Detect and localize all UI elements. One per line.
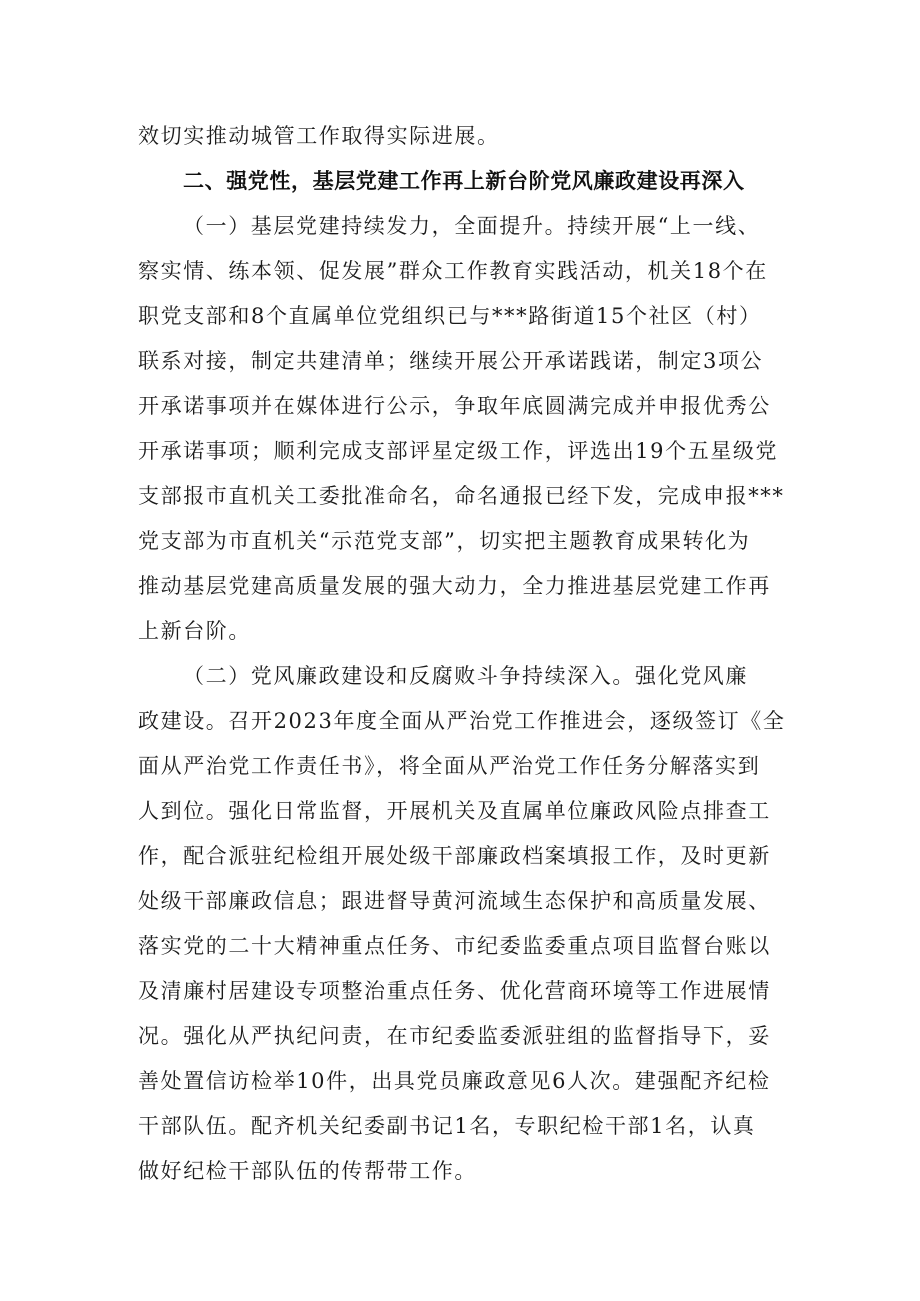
paragraph-2-line: 善处置信访检举10件，出具党员廉政意见6人次。建强配齐纪检 (138, 1069, 771, 1093)
section-heading: 二、强党性，基层党建工作再上新台阶党风廉政建设再深入 (183, 169, 745, 193)
paragraph-1-line: 职党支部和8个直属单位党组织已与***路街道15个社区（村） (138, 304, 762, 328)
paragraph-1-line: 支部报市直机关工委批准命名，命名通报已经下发，完成申报*** (138, 484, 785, 508)
paragraph-2-line: 落实党的二十大精神重点任务、市纪委监委重点项目监督台账以 (138, 934, 771, 958)
paragraph-1-line: 上新台阶。 (138, 619, 251, 643)
paragraph-1-line: 开承诺事项并在媒体进行公示，争取年底圆满完成并申报优秀公 (138, 394, 771, 418)
paragraph-1-line: 察实情、练本领、促发展”群众工作教育实践活动，机关18个在 (138, 259, 768, 283)
paragraph-2-line: 及清廉村居建设专项整治重点任务、优化营商环境等工作进展情 (138, 979, 771, 1003)
paragraph-1-line: 推动基层党建高质量发展的强大动力，全力推进基层党建工作再 (138, 574, 771, 598)
paragraph-2-line: 做好纪检干部队伍的传帮带工作。 (138, 1159, 477, 1183)
paragraph-2-line: 况。强化从严执纪问责，在市纪委监委派驻组的监督指导下，妥 (138, 1024, 771, 1048)
paragraph-2-line: 政建设。召开2023年度全面从严治党工作推进会，逐级签订《全 (138, 709, 786, 733)
paragraph-2-line: （二）党风廉政建设和反腐败斗争持续深入。强化党风廉 (183, 664, 748, 688)
paragraph-1-line: （一）基层党建持续发力，全面提升。持续开展“上一线、 (183, 214, 761, 238)
paragraph-2-line: 人到位。强化日常监督，开展机关及直属单位廉政风险点排查工 (138, 799, 771, 823)
intro-line: 效切实推动城管工作取得实际进展。 (138, 124, 500, 148)
paragraph-2-line: 处级干部廉政信息；跟进督导黄河流域生态保护和高质量发展、 (138, 889, 771, 913)
paragraph-1-line: 党支部为市直机关“示范党支部”，切实把主题教育成果转化为 (138, 529, 751, 553)
paragraph-2-line: 面从严治党工作责任书》，将全面从严治党工作任务分解落实到 (138, 754, 761, 778)
paragraph-2-line: 作，配合派驻纪检组开展处级干部廉政档案填报工作，及时更新 (138, 844, 771, 868)
paragraph-1-line: 联系对接，制定共建清单；继续开展公开承诺践诺，制定3项公 (138, 349, 764, 373)
paragraph-1-line: 开承诺事项；顺利完成支部评星定级工作，评选出19个五星级党 (138, 439, 779, 463)
paragraph-2-line: 干部队伍。配齐机关纪委副书记1名，专职纪检干部1名，认真 (138, 1114, 756, 1138)
